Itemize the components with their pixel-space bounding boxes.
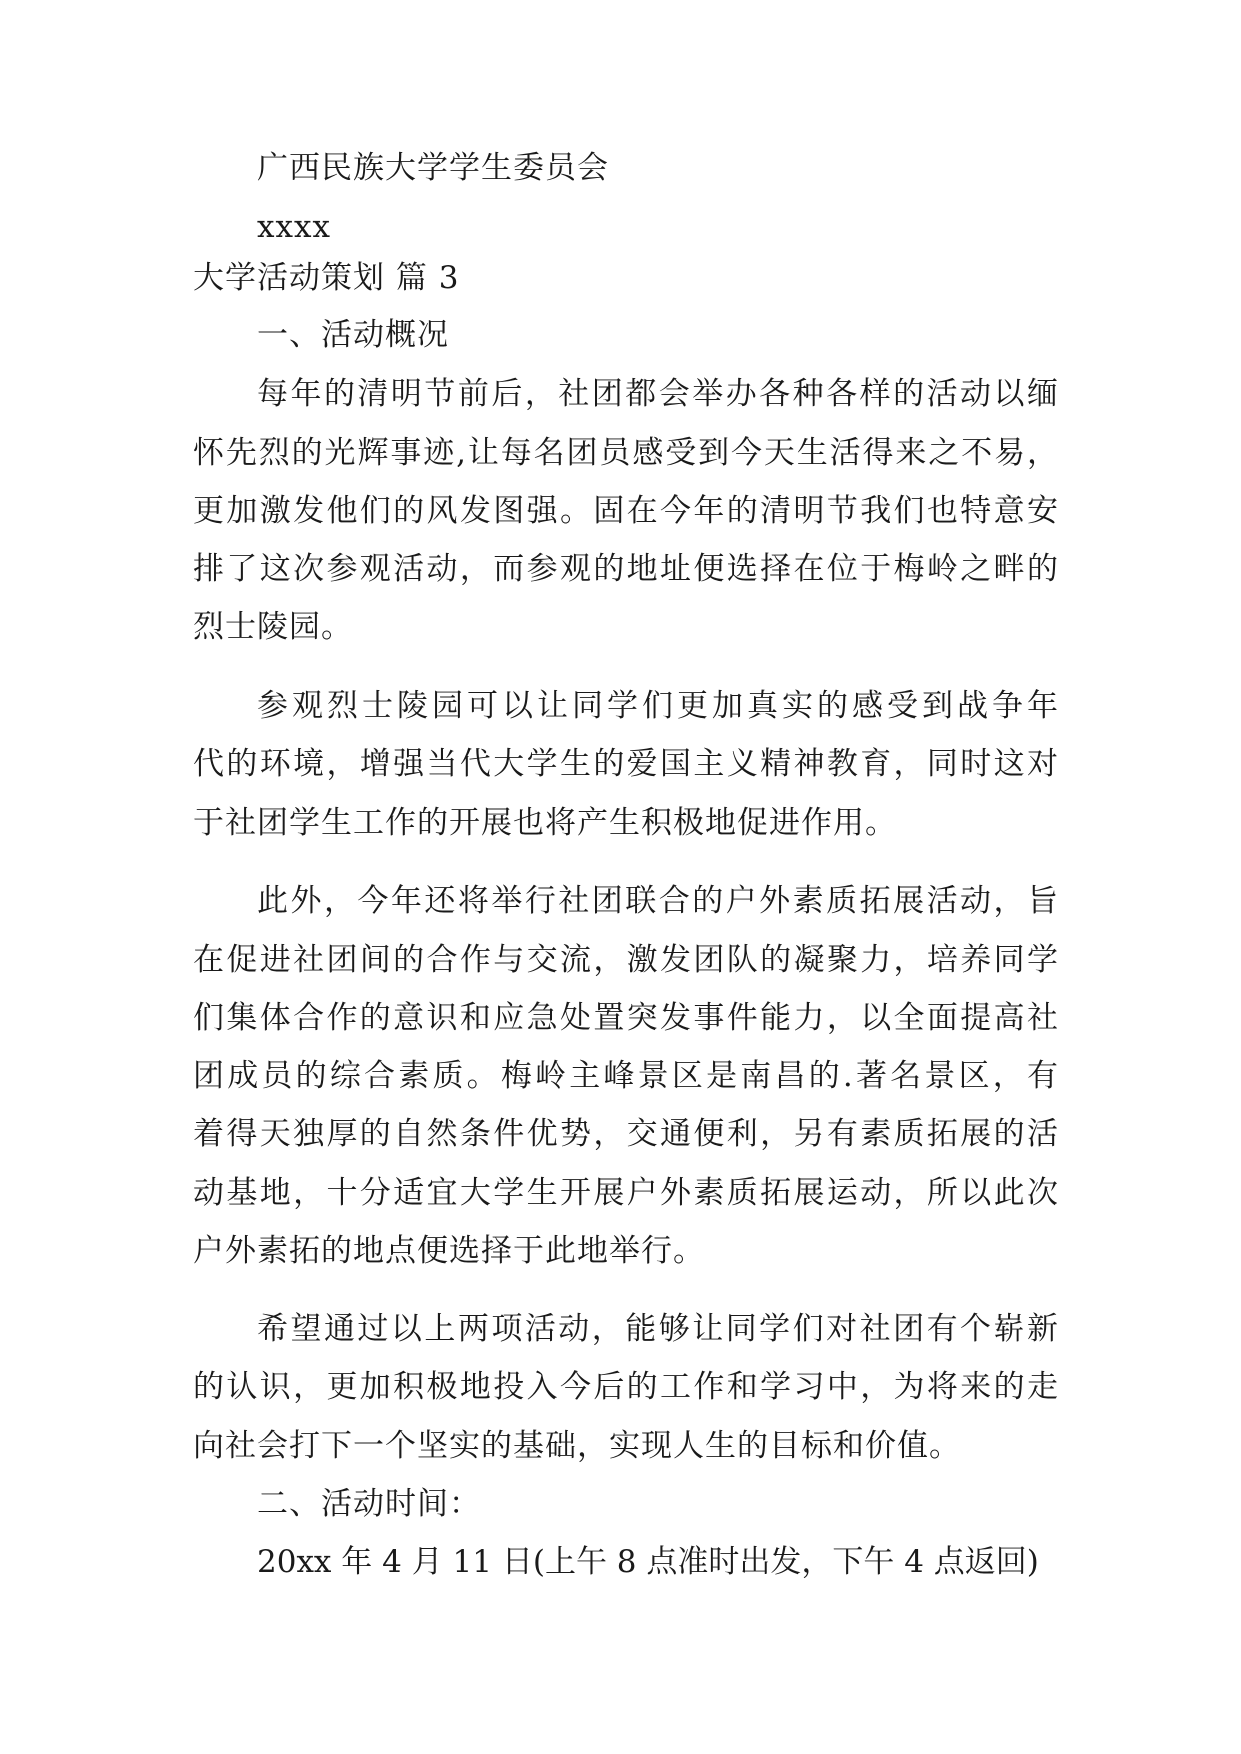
paragraph-line: 更加激发他们的风发图强。固在今年的清明节我们也特意安 [193,493,1058,529]
activity-time-value: 20xx 年 4 月 11 日(上午 8 点准时出发，下午 4 点返回) [257,1544,1039,1580]
paragraph-line: 希望通过以上两项活动，能够让同学们对社团有个崭新 [257,1311,1058,1347]
paragraph-line: 烈士陵园。 [193,609,353,645]
paragraph-line: 们集体合作的意识和应急处置突发事件能力，以全面提高社 [193,1000,1058,1036]
paragraph-line: 代的环境，增强当代大学生的爱国主义精神教育，同时这对 [193,746,1058,782]
paragraph-line: 动基地，十分适宜大学生开展户外素质拓展运动，所以此次 [193,1175,1058,1211]
signature-organization: 广西民族大学学生委员会 [257,150,609,186]
signature-date: xxxx [257,209,331,245]
paragraph-line: 此外，今年还将举行社团联合的户外素质拓展活动，旨 [257,883,1058,919]
paragraph-line: 向社会打下一个坚实的基础，实现人生的目标和价值。 [193,1428,961,1464]
paragraph-line: 排了这次参观活动，而参观的地址便选择在位于梅岭之畔的 [193,551,1058,587]
paragraph-line: 参观烈士陵园可以让同学们更加真实的感受到战争年 [257,688,1058,724]
section-title: 大学活动策划 篇 3 [193,260,460,296]
paragraph-line: 每年的清明节前后，社团都会举办各种各样的活动以缅 [257,376,1058,412]
paragraph-line: 着得天独厚的自然条件优势，交通便利，另有素质拓展的活 [193,1116,1058,1152]
paragraph-line: 户外素拓的地点便选择于此地举行。 [193,1233,705,1269]
heading-overview: 一、活动概况 [257,317,449,353]
paragraph-line: 的认识，更加积极地投入今后的工作和学习中，为将来的走 [193,1369,1058,1405]
paragraph-line: 于社团学生工作的开展也将产生积极地促进作用。 [193,805,897,841]
paragraph-line: 在促进社团间的合作与交流，激发团队的凝聚力，培养同学 [193,942,1058,978]
paragraph-line: 怀先烈的光辉事迹,让每名团员感受到今天生活得来之不易， [193,435,1058,471]
heading-activity-time: 二、活动时间： [257,1486,481,1522]
paragraph-line: 团成员的综合素质。梅岭主峰景区是南昌的.著名景区，有 [193,1058,1058,1094]
